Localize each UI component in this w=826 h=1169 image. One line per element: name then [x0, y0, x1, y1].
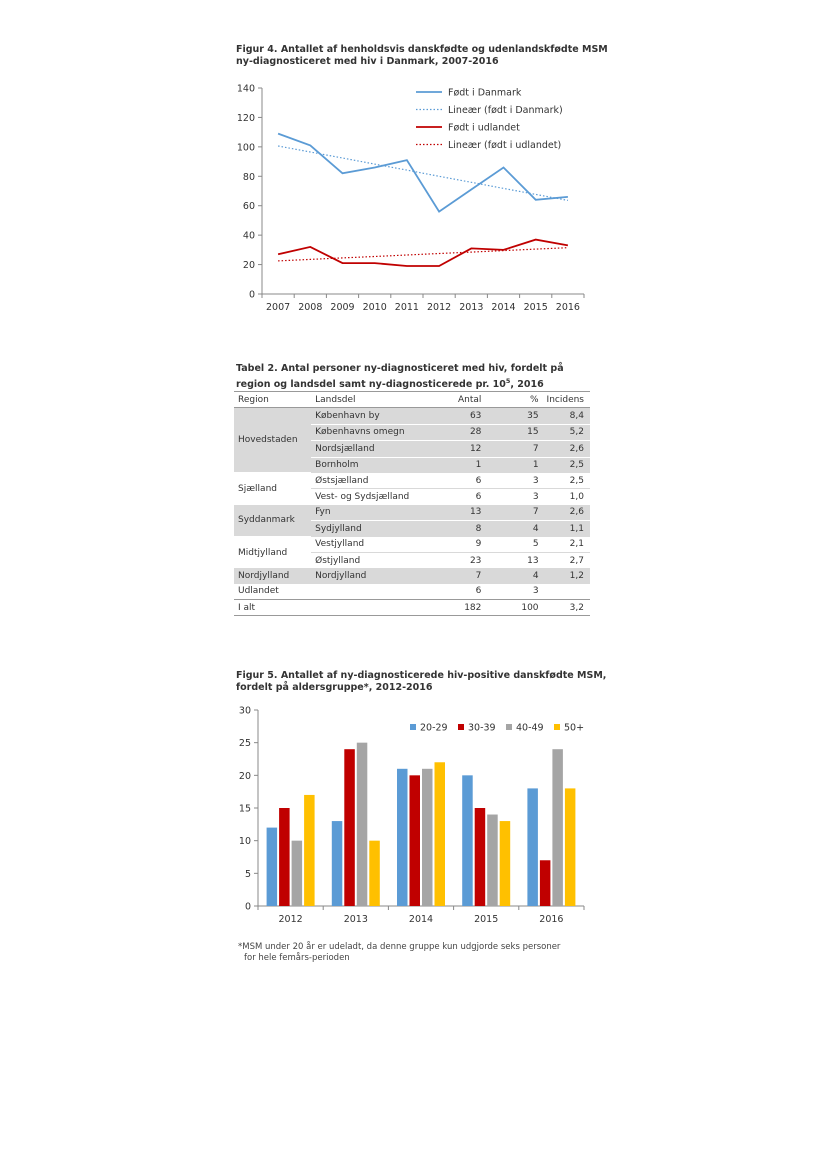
pct-cell: 7	[485, 441, 542, 457]
table-row	[234, 473, 590, 489]
antal-cell: 12	[425, 441, 485, 457]
x-tick-label: 2014	[408, 914, 434, 925]
bar-20-29	[332, 821, 343, 906]
col-header-antal: Antal	[425, 392, 485, 408]
pct-cell: 3	[485, 473, 542, 489]
footnote-line1: *MSM under 20 år er udeladt, da denne gruppe kun udgjorde seks personer	[238, 942, 561, 952]
table-total-row	[234, 600, 590, 616]
y-tick-label: 20	[242, 260, 255, 272]
figure4-line-chart	[226, 78, 596, 318]
y-tick-label: 5	[244, 868, 251, 880]
figure5-title	[236, 670, 606, 694]
region-cell: Udlandet	[238, 586, 279, 597]
bar-50+	[369, 841, 380, 906]
table-row	[234, 584, 590, 600]
col-header-region: Region	[234, 392, 311, 408]
legend-swatch	[458, 724, 464, 730]
legend-swatch	[554, 724, 560, 730]
y-tick-label: 80	[242, 171, 255, 183]
table2-title	[236, 363, 564, 391]
bar-40-49	[422, 769, 433, 906]
antal-cell: 6	[425, 473, 485, 489]
col-header-pct: %	[485, 392, 542, 408]
table2	[234, 391, 590, 616]
legend-label: Lineær (født i Danmark)	[448, 105, 563, 116]
bar-20-29	[527, 788, 538, 906]
bar-40-49	[357, 743, 368, 906]
region-cell: Midtjylland	[234, 537, 311, 569]
incidens-cell: 2,6	[543, 441, 590, 457]
pct-cell: 7	[485, 505, 542, 521]
table-row	[234, 537, 590, 553]
incidens-cell: 8,4	[543, 408, 590, 424]
landsdel-cell: Fyn	[311, 505, 425, 521]
figure4-title-line1: Figur 4. Antallet af henholdsvis danskfødte og udenlandskfødte MSM	[236, 44, 608, 55]
pct-cell: 3	[532, 492, 539, 503]
landsdel-cell: Østsjælland	[311, 473, 425, 489]
region-cell: Syddanmark	[234, 505, 311, 537]
bar-30-39	[475, 808, 486, 906]
antal-cell: 28	[425, 424, 485, 440]
x-tick-label: 2011	[394, 302, 419, 313]
legend-swatch	[410, 724, 416, 730]
x-tick-label: 2016	[555, 302, 580, 313]
table2-title-line1: Tabel 2. Antal personer ny-diagnosticeret med hiv, fordelt på	[236, 363, 564, 374]
series-line-2	[278, 240, 568, 266]
landsdel-cell: København by	[311, 408, 425, 424]
antal-cell: 9	[425, 537, 485, 553]
y-tick-label: 30	[238, 705, 251, 717]
incidens-cell: 5,2	[543, 424, 590, 440]
y-tick-label: 0	[248, 289, 255, 301]
bar-50+	[500, 821, 511, 906]
region-cell: Hovedstaden	[234, 408, 311, 473]
figure5-bar-chart	[226, 700, 596, 930]
bar-30-39	[279, 808, 290, 906]
pct-cell: 5	[485, 537, 542, 553]
antal-cell: 13	[425, 505, 485, 521]
x-tick-label: 2013	[343, 914, 368, 925]
figure5-footnote	[238, 942, 598, 964]
antal-cell: 6	[475, 492, 482, 503]
region-cell: I alt	[234, 600, 311, 616]
landsdel-cell: Nordsjælland	[311, 441, 425, 457]
incidens-cell: 3,2	[543, 600, 590, 616]
table-row	[234, 568, 590, 583]
pct-cell: 35	[485, 408, 542, 424]
incidens-cell: 2,7	[569, 555, 584, 566]
landsdel-cell: Vestjylland	[311, 537, 425, 553]
y-tick-label: 140	[236, 83, 255, 95]
y-tick-label: 10	[238, 836, 251, 848]
landsdel-cell: Vest- og Sydsjælland	[315, 492, 410, 503]
legend-swatch	[506, 724, 512, 730]
table2-title-superscript: 5	[505, 377, 511, 385]
figure5-title-line2: fordelt på aldersgruppe*, 2012-2016	[236, 682, 433, 693]
table-row	[234, 505, 590, 521]
pct-cell: 4	[485, 521, 542, 537]
col-header-incidens: Incidens	[543, 392, 590, 408]
legend-label: Lineær (født i udlandet)	[448, 140, 562, 151]
pct-cell: 15	[485, 424, 542, 440]
x-tick-label: 2009	[330, 302, 355, 313]
incidens-cell	[543, 584, 590, 600]
x-tick-label: 2015	[474, 914, 499, 925]
incidens-cell: 1,1	[543, 521, 590, 537]
y-tick-label: 20	[238, 770, 251, 782]
pct-cell: 3	[532, 586, 539, 597]
region-cell: Nordjylland	[234, 568, 311, 583]
antal-cell: 7	[425, 568, 485, 583]
bar-30-39	[410, 775, 421, 906]
table2-title-line2: region og landsdel samt ny-diagnosticerede pr. $10^5$, 2016	[236, 377, 544, 391]
landsdel-cell: Københavns omegn	[311, 424, 425, 440]
pct-cell: 13	[527, 555, 539, 566]
legend-label: 50+	[564, 722, 585, 734]
x-tick-label: 2013	[459, 302, 484, 313]
col-header-landsdel: Landsdel	[311, 392, 425, 408]
x-tick-label: 2012	[427, 302, 452, 313]
figure4-title	[236, 44, 608, 68]
figure5-title-line1: Figur 5. Antallet af ny-diagnosticerede hiv-positive danskfødte MSM,	[236, 670, 607, 681]
x-tick-label: 2014	[491, 302, 516, 313]
pct-cell: 100	[485, 600, 542, 616]
incidens-cell: 2,5	[543, 457, 590, 473]
landsdel-cell: Østjylland	[315, 555, 361, 566]
landsdel-cell: Bornholm	[311, 457, 425, 473]
figure4-title-line2: ny-diagnosticeret med hiv i Danmark, 2007-2016	[236, 56, 499, 67]
incidens-cell: 2,6	[543, 505, 590, 521]
landsdel-cell	[311, 600, 425, 616]
incidens-cell: 1,2	[543, 568, 590, 583]
incidens-cell: 1,0	[569, 492, 584, 503]
legend-label: Født i udlandet	[448, 122, 520, 134]
pct-cell: 1	[485, 457, 542, 473]
bar-40-49	[292, 841, 303, 906]
bar-20-29	[462, 775, 473, 906]
bar-30-39	[344, 749, 355, 906]
y-tick-label: 15	[238, 803, 251, 815]
table-row	[234, 408, 590, 424]
y-tick-label: 100	[236, 142, 255, 154]
bar-30-39	[540, 860, 551, 906]
x-tick-label: 2010	[362, 302, 387, 313]
x-tick-label: 2008	[298, 302, 323, 313]
bar-40-49	[552, 749, 563, 906]
landsdel-cell: Sydjylland	[311, 521, 425, 537]
bar-20-29	[397, 769, 408, 906]
legend-label: 20-29	[420, 722, 448, 734]
antal-cell: 63	[425, 408, 485, 424]
antal-cell: 8	[425, 521, 485, 537]
legend-label: Født i Danmark	[448, 87, 522, 99]
x-tick-label: 2012	[278, 914, 303, 925]
bar-20-29	[267, 828, 278, 906]
landsdel-cell	[311, 584, 425, 600]
footnote-line2: for hele femårs-perioden	[244, 953, 350, 963]
y-tick-label: 0	[244, 901, 251, 913]
y-tick-label: 25	[238, 738, 251, 750]
legend-label: 40-49	[516, 722, 544, 734]
legend-label: 30-39	[468, 722, 496, 734]
antal-cell: 6	[475, 586, 482, 597]
y-tick-label: 120	[236, 112, 255, 124]
bar-50+	[565, 788, 576, 906]
incidens-cell: 2,5	[543, 473, 590, 489]
y-tick-label: 60	[242, 201, 255, 213]
x-tick-label: 2015	[523, 302, 548, 313]
x-tick-label: 2016	[539, 914, 564, 925]
bar-50+	[304, 795, 315, 906]
table-header-row	[234, 392, 590, 408]
antal-cell: 1	[425, 457, 485, 473]
x-tick-label: 2007	[266, 302, 291, 313]
bar-40-49	[487, 815, 498, 906]
antal-cell: 23	[469, 555, 482, 566]
incidens-cell: 2,1	[543, 537, 590, 553]
antal-cell: 182	[425, 600, 485, 616]
pct-cell: 4	[485, 568, 542, 583]
y-tick-label: 40	[242, 230, 255, 242]
landsdel-cell: Nordjylland	[311, 568, 425, 583]
region-cell: Sjælland	[234, 473, 311, 505]
series-line-3	[278, 248, 568, 261]
bar-50+	[435, 762, 446, 906]
